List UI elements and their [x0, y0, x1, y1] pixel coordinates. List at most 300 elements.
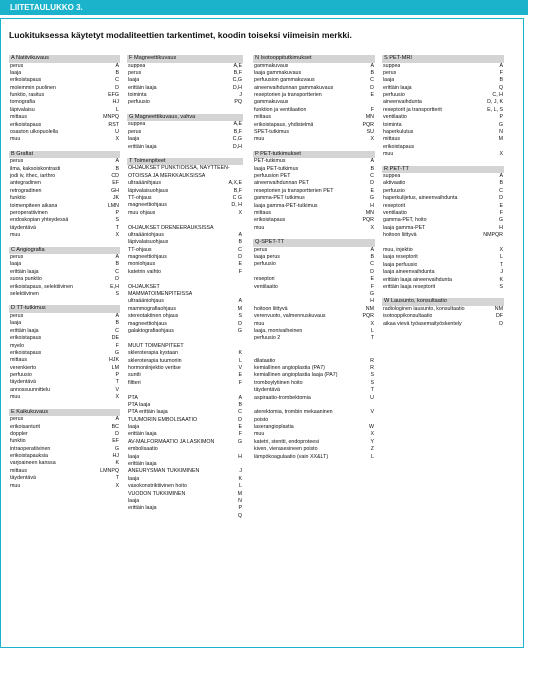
code-label: MAMMATOIMENPITEISSÄ — [128, 291, 193, 298]
code-row — [253, 350, 375, 357]
code-row — [9, 453, 120, 460]
code-value: A — [238, 394, 242, 401]
code-value: HJK — [108, 357, 119, 364]
code-value: A — [115, 312, 119, 319]
code-value: MN — [365, 210, 374, 217]
code-label: perfuusion PET — [254, 173, 291, 180]
code-value: PQR — [362, 217, 374, 224]
code-value — [242, 291, 243, 298]
code-row — [253, 380, 375, 387]
code-value: B — [370, 165, 374, 172]
code-label: laaja gamma-PET-tutkimus — [254, 202, 318, 209]
code-value: D — [499, 195, 503, 202]
code-label: ventilaatio — [254, 283, 278, 290]
code-row — [9, 261, 120, 268]
column-1 — [9, 55, 120, 497]
code-row — [127, 284, 243, 291]
code-label: erittäin laaja — [10, 268, 39, 275]
code-label: MUUT TOIMENPITEET — [128, 342, 184, 349]
code-value: D — [238, 320, 242, 327]
code-row — [253, 136, 375, 143]
code-value: T — [115, 475, 119, 482]
code-row — [9, 365, 120, 372]
code-label: erittäin laaja — [128, 84, 157, 91]
code-row — [253, 372, 375, 379]
code-value: B — [115, 320, 119, 327]
code-row — [127, 129, 243, 136]
section-header: N Isotooppitutkimukset — [253, 55, 375, 63]
code-value: D — [238, 416, 242, 423]
code-value: BC — [111, 423, 119, 430]
code-row — [127, 513, 243, 520]
code-row — [9, 99, 120, 106]
code-row — [253, 291, 375, 298]
code-label: intraoperatiivinen — [10, 445, 51, 452]
code-row — [382, 114, 504, 121]
code-label: muu — [254, 136, 265, 143]
code-value: NM — [494, 305, 503, 312]
code-value: L — [371, 453, 374, 460]
code-label: suntti — [128, 372, 141, 379]
code-label: TT-ohjaus — [128, 246, 152, 253]
code-label: laaja gammakuvaus — [254, 69, 302, 76]
code-row — [9, 166, 120, 173]
code-value: F — [238, 431, 242, 438]
code-value: K — [238, 350, 242, 357]
code-row — [382, 247, 504, 254]
code-label: läpivalaisuohjaus — [128, 239, 169, 246]
code-label: magneettiohjaus — [128, 202, 167, 209]
code-row — [9, 343, 120, 350]
code-value: A — [499, 62, 503, 69]
code-label: laaja perfuusio — [383, 261, 418, 268]
code-row — [127, 210, 243, 217]
code-label: perus — [383, 69, 397, 76]
code-row — [253, 173, 375, 180]
code-value: X — [499, 151, 503, 158]
code-row — [127, 85, 243, 92]
code-label: poisto — [254, 416, 269, 423]
code-row — [9, 276, 120, 283]
code-value: B — [115, 69, 119, 76]
section-header: T Toimenpiteet — [127, 158, 243, 166]
code-label: aktivaatio — [383, 180, 406, 187]
code-value: C — [115, 327, 119, 334]
code-row — [127, 225, 243, 232]
code-label: muu — [10, 394, 21, 401]
section-header: E Kaikukuvaus — [9, 409, 120, 417]
code-row — [253, 129, 375, 136]
code-row — [127, 298, 243, 305]
code-value: A,X,E — [228, 180, 242, 187]
code-value: D — [238, 254, 242, 261]
code-label: ilma, kaksoiskontrasti — [10, 165, 61, 172]
code-label: laaja aineenvaihdunta — [383, 269, 435, 276]
code-value: W — [369, 424, 374, 431]
code-label: VUODON TUKKIMINEN — [128, 490, 186, 497]
code-value: P — [499, 114, 503, 121]
code-label: perus — [10, 158, 24, 165]
code-label: stereotaktinen ohjaus — [128, 313, 179, 320]
code-value — [242, 276, 243, 283]
code-row — [127, 291, 243, 298]
code-value: MN — [365, 114, 374, 121]
code-row — [382, 306, 504, 313]
code-value: SU — [366, 129, 374, 136]
code-label: isotooppikonsultaatio — [383, 313, 433, 320]
code-row — [127, 491, 243, 498]
code-label: filtteri — [128, 379, 141, 386]
code-value: E,H — [110, 283, 119, 290]
code-row — [127, 395, 243, 402]
code-label: laaja — [128, 424, 140, 431]
code-row — [253, 439, 375, 446]
code-value: B — [115, 165, 119, 172]
code-row — [253, 387, 375, 394]
code-value: A — [499, 173, 503, 180]
code-label: erikoistapaus — [10, 349, 42, 356]
section-header: R PET-TT — [382, 166, 504, 174]
code-row — [9, 291, 120, 298]
code-row — [9, 217, 120, 224]
code-row — [382, 136, 504, 143]
code-row — [127, 454, 243, 461]
code-value: PQR — [362, 121, 374, 128]
code-label: funktio, rasitus — [10, 92, 45, 99]
code-label: funktio — [10, 438, 26, 445]
code-row — [9, 92, 120, 99]
code-value: C — [370, 77, 374, 84]
code-value — [242, 165, 243, 172]
code-label: mittaus — [254, 210, 272, 217]
code-row — [9, 210, 120, 217]
code-row — [253, 276, 375, 283]
code-value: RST — [108, 121, 119, 128]
code-row — [9, 254, 120, 261]
code-label: erikoistapaus — [10, 77, 42, 84]
code-label: annossuunnittelu — [10, 386, 51, 393]
code-value: P — [238, 505, 242, 512]
code-row — [9, 379, 120, 386]
code-value: LMN — [107, 202, 119, 209]
code-label: hoitoon liittyvä — [254, 305, 288, 312]
code-value: G — [498, 121, 503, 128]
code-value: K — [499, 276, 503, 283]
code-value — [242, 446, 243, 453]
code-row — [9, 284, 120, 291]
code-label: katetri, stentti, endoproteesi — [254, 438, 320, 445]
code-label: perfuusio 2 — [254, 335, 281, 342]
code-row — [9, 136, 120, 143]
code-label: mittaus — [254, 114, 272, 121]
code-row — [127, 63, 243, 70]
code-value: K — [238, 475, 242, 482]
column-4 — [382, 55, 504, 335]
code-value: NM — [365, 305, 374, 312]
code-value: B — [499, 77, 503, 84]
code-label: reseptorit — [383, 202, 406, 209]
code-label: ventilaatio — [383, 114, 407, 121]
code-label: muu — [10, 482, 21, 489]
code-row — [127, 144, 243, 151]
code-row — [253, 210, 375, 217]
code-section — [382, 298, 504, 328]
code-value: F — [370, 283, 374, 290]
code-label: lämpökoagulaatio (vain XX&LT) — [254, 453, 329, 460]
code-row — [253, 313, 375, 320]
code-value: T — [115, 224, 119, 231]
code-row — [253, 261, 375, 268]
code-value: LM — [111, 364, 119, 371]
code-value: GH — [111, 187, 119, 194]
code-value: A,E — [233, 121, 242, 128]
code-row — [127, 99, 243, 106]
code-value: H — [499, 224, 503, 231]
code-value: DF — [495, 313, 503, 320]
code-value — [374, 350, 375, 357]
column-2 — [127, 55, 243, 527]
code-value: A — [370, 158, 374, 165]
code-label: PTA — [128, 394, 138, 401]
code-label: toiminta — [383, 121, 402, 128]
code-value: B — [115, 261, 119, 268]
code-row — [382, 225, 504, 232]
code-label: myelo — [10, 342, 25, 349]
code-row — [127, 261, 243, 268]
code-label: verenkierto — [10, 364, 37, 371]
code-row — [382, 240, 504, 247]
code-label: varjoaineen kanssa — [10, 460, 56, 467]
code-value: D,H — [232, 143, 242, 150]
column-3 — [253, 55, 375, 468]
code-label: perus — [10, 416, 24, 423]
code-label: funktio — [10, 195, 26, 202]
code-label: erittäin laaja — [128, 505, 157, 512]
code-label: perfuusio — [383, 187, 405, 194]
code-value — [374, 99, 375, 106]
code-value: D — [370, 268, 374, 275]
code-row — [253, 417, 375, 424]
code-value: DE — [111, 335, 119, 342]
code-row — [253, 284, 375, 291]
code-label: katetrin vaihto — [128, 268, 161, 275]
code-value: V — [115, 386, 119, 393]
code-row — [127, 202, 243, 209]
code-value — [242, 387, 243, 394]
code-row — [9, 63, 120, 70]
code-label: gamma-PET tutkimus — [254, 195, 305, 202]
code-section — [253, 55, 375, 144]
code-label: muu — [10, 136, 21, 143]
code-section — [9, 151, 120, 240]
code-row — [127, 70, 243, 77]
code-value: S — [115, 217, 119, 224]
code-value: H — [238, 453, 242, 460]
code-row — [9, 335, 120, 342]
code-value: A — [115, 416, 119, 423]
code-value: M — [237, 490, 242, 497]
code-label: laaja — [128, 136, 140, 143]
code-label: erittäin laaja aineenvaihdunta — [383, 276, 452, 283]
code-section — [127, 114, 243, 151]
code-row — [9, 320, 120, 327]
code-label: aineenvaihdunnan PET — [254, 180, 310, 187]
section-header: D TT-tutkimus — [9, 305, 120, 313]
code-label: ultraääniohjaus — [128, 298, 164, 305]
code-row — [127, 358, 243, 365]
code-row — [253, 85, 375, 92]
code-label: erikoistapaus — [383, 143, 415, 150]
code-row — [253, 321, 375, 328]
code-row — [127, 239, 243, 246]
code-label: reseptori — [254, 276, 275, 283]
code-value: Z — [370, 446, 374, 453]
code-label: ultraäänihjaus — [128, 180, 161, 187]
code-value: EF — [112, 438, 119, 445]
code-label: suppea — [383, 173, 401, 180]
code-row — [382, 269, 504, 276]
code-value: P — [115, 210, 119, 217]
code-label: aikaa vievä työasemaityöskentely — [383, 320, 462, 327]
code-label: tomografia — [10, 99, 36, 106]
code-row — [9, 460, 120, 467]
code-row — [9, 85, 120, 92]
code-value: C — [499, 187, 503, 194]
code-row — [253, 446, 375, 453]
code-label: erikoisanturit — [10, 423, 41, 430]
code-row — [127, 165, 243, 172]
code-row — [127, 409, 243, 416]
code-label: jodi iv, ithec, iarthro — [10, 173, 56, 180]
code-label: hoitoon liittyvä — [383, 232, 417, 239]
code-row — [382, 232, 504, 239]
code-value: H — [370, 202, 374, 209]
code-section — [382, 55, 504, 159]
code-value: F — [238, 379, 242, 386]
code-label: perus — [128, 69, 142, 76]
code-value — [242, 335, 243, 342]
code-label: mittaus — [10, 114, 28, 121]
code-label: OHJAUKSET PUNKTIOISSA, NÄYTTEEN- — [128, 165, 230, 172]
code-value — [503, 144, 504, 151]
code-value: S — [370, 372, 374, 379]
code-value — [242, 461, 243, 468]
code-value: G — [369, 291, 374, 298]
section-header: A Natiivikuvaus — [9, 55, 120, 63]
code-label: laaja perus — [254, 254, 280, 261]
code-value: B,F — [233, 187, 242, 194]
code-row — [127, 380, 243, 387]
code-section — [9, 55, 120, 144]
code-label: reseptorien ja transportterien PET — [254, 187, 334, 194]
code-row — [382, 129, 504, 136]
code-section — [127, 55, 243, 107]
code-label: reseptorien ja transportterien — [254, 92, 322, 99]
code-value: C — [115, 268, 119, 275]
code-value: PQ — [234, 99, 242, 106]
code-row — [9, 232, 120, 239]
code-value: T — [370, 387, 374, 394]
code-value: K — [115, 460, 119, 467]
code-value: HJ — [112, 453, 119, 460]
code-label: erikoistapaus — [10, 335, 42, 342]
appendix-tab: LIITETAULUKKO 3. — [0, 0, 528, 15]
code-row — [9, 203, 120, 210]
code-value: X — [115, 482, 119, 489]
code-value: V — [370, 409, 374, 416]
code-value: T — [115, 379, 119, 386]
code-row — [9, 357, 120, 364]
code-label: perus — [10, 254, 24, 261]
code-value: G — [369, 195, 374, 202]
code-row — [253, 454, 375, 461]
code-row — [127, 350, 243, 357]
code-row — [382, 92, 504, 99]
code-label: laaja — [128, 453, 140, 460]
code-row — [253, 358, 375, 365]
code-row — [382, 70, 504, 77]
code-label: osaston ulkopuolella — [10, 129, 59, 136]
code-label: erittäin laaja — [128, 143, 157, 150]
code-label: doppler — [10, 430, 28, 437]
code-value: A — [238, 298, 242, 305]
code-value — [374, 417, 375, 424]
code-label: suppea — [383, 62, 401, 69]
code-label: suppea — [128, 121, 146, 128]
code-row — [127, 468, 243, 475]
code-row — [253, 247, 375, 254]
code-value: E — [370, 92, 374, 99]
code-row — [9, 328, 120, 335]
code-value: D — [115, 276, 119, 283]
code-value — [503, 240, 504, 247]
code-value: X — [499, 246, 503, 253]
code-value: C G — [232, 194, 242, 201]
code-value: X — [115, 394, 119, 401]
code-row — [127, 335, 243, 342]
code-label: täydentävä — [10, 224, 36, 231]
code-row — [127, 313, 243, 320]
code-row — [9, 438, 120, 445]
code-value: D — [115, 430, 119, 437]
code-section — [9, 305, 120, 401]
code-value: E — [370, 276, 374, 283]
code-label: selektiivinen — [10, 291, 39, 298]
code-row — [382, 277, 504, 284]
code-label: erittäin laaja — [383, 84, 412, 91]
code-value: E — [370, 187, 374, 194]
code-label: muu — [254, 320, 265, 327]
code-label: erikoistapaus — [10, 121, 42, 128]
code-row — [9, 188, 120, 195]
code-row — [127, 276, 243, 283]
code-value: D — [499, 320, 503, 327]
code-row — [127, 232, 243, 239]
code-label: embolisaatio — [128, 446, 158, 453]
code-row — [127, 446, 243, 453]
code-value: B — [238, 239, 242, 246]
code-label: moniohjaus — [128, 261, 156, 268]
code-row — [9, 431, 120, 438]
code-row — [253, 431, 375, 438]
code-value: U — [370, 394, 374, 401]
code-row — [127, 439, 243, 446]
code-row — [127, 188, 243, 195]
code-label: erikoistapaus, selektiivinen — [10, 283, 74, 290]
page-title: Luokituksessa käytetyt modaliteettien tarkentimet, koodin toiseksi viimeisin merkki. — [9, 30, 352, 40]
code-value: B — [499, 180, 503, 187]
code-label: laaja — [128, 475, 140, 482]
